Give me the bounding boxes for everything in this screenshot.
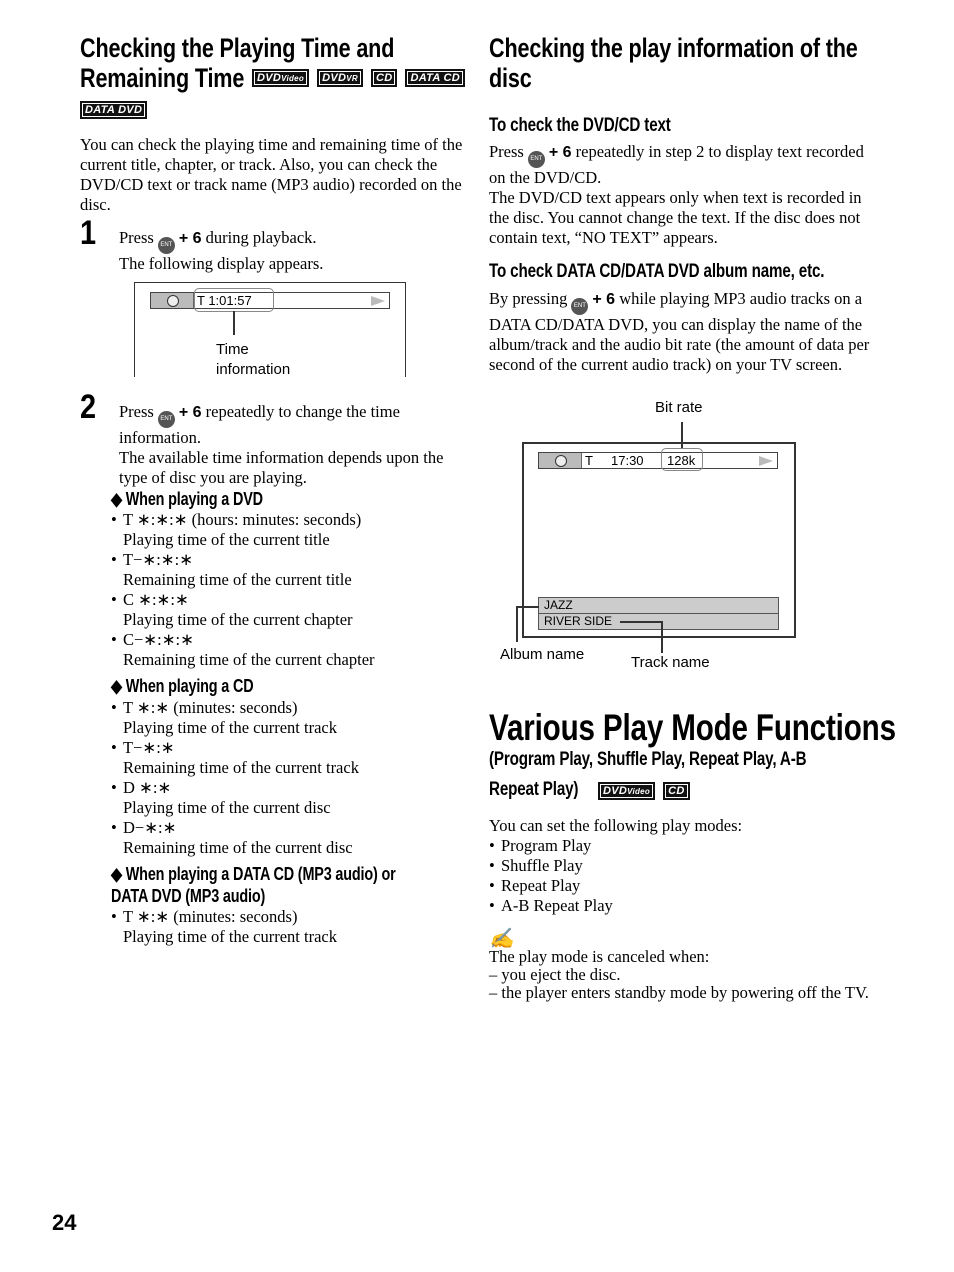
play-icon bbox=[371, 296, 385, 306]
callout-line bbox=[661, 621, 663, 653]
dvd-heading: ◆ When playing a DVD bbox=[111, 489, 263, 509]
cd-badge: CD bbox=[663, 782, 690, 800]
data-dvd-badge: DATA DVD bbox=[80, 101, 147, 119]
various-play-mode-title: Various Play Mode Functions bbox=[489, 707, 896, 748]
list-item: • Program Play bbox=[489, 836, 874, 856]
data-dvd-badge-row bbox=[76, 101, 147, 119]
cd-badge: CD bbox=[371, 69, 398, 87]
callout-line bbox=[620, 621, 662, 623]
step-number: 1 bbox=[80, 214, 97, 252]
item-desc: Playing time of the current chapter bbox=[123, 610, 353, 629]
highlight-callout bbox=[194, 288, 274, 312]
list-item bbox=[111, 630, 461, 670]
list-item: • Shuffle Play bbox=[489, 856, 874, 876]
callout-line bbox=[516, 606, 539, 608]
title-line: Remaining Time bbox=[80, 63, 245, 93]
step-number: 2 bbox=[80, 388, 97, 426]
track-name-label: Track name bbox=[631, 654, 710, 671]
key-combo: + 6 bbox=[548, 144, 572, 161]
time-information-label bbox=[216, 340, 290, 380]
item-code: • T ∗:∗:∗ (hours: minutes: seconds) bbox=[123, 510, 362, 529]
key-combo: + 6 bbox=[178, 404, 202, 421]
list-item bbox=[111, 590, 461, 630]
item-code: • D ∗:∗ bbox=[123, 778, 172, 797]
heading-line: DATA DVD (MP3 audio) bbox=[111, 886, 266, 906]
play-modes-intro: You can set the following play modes: bbox=[489, 816, 743, 835]
callout-line bbox=[233, 311, 235, 335]
list-item bbox=[111, 778, 461, 818]
list-item bbox=[111, 738, 461, 778]
album-name-value: JAZZ bbox=[544, 598, 573, 612]
para-text: while playing MP3 audio tracks on a DATA CD/DATA DVD, you can display the name of the album/track and the audio bit rate (the amount of data per second of the current audio track) on your TV screen. bbox=[489, 289, 870, 374]
item-code: • T ∗:∗ (minutes: seconds) bbox=[123, 907, 298, 926]
album-name-bar bbox=[538, 597, 779, 614]
list-item bbox=[111, 818, 461, 858]
note-text bbox=[489, 948, 869, 1002]
track-time: 17:30 bbox=[611, 453, 644, 468]
label-line: Time bbox=[216, 341, 249, 358]
step2-text bbox=[119, 402, 464, 488]
dvdcd-text-heading: To check the DVD/CD text bbox=[489, 115, 671, 136]
item-code: • T−∗:∗:∗ bbox=[123, 550, 194, 569]
key-combo: + 6 bbox=[592, 291, 616, 308]
play-modes-list bbox=[489, 836, 874, 916]
note-line: – you eject the disc. bbox=[489, 965, 621, 984]
bit-rate-value: 128k bbox=[667, 453, 696, 468]
data-album-heading: To check DATA CD/DATA DVD album name, etc. bbox=[489, 261, 825, 282]
item-code: • D−∗:∗ bbox=[123, 818, 177, 837]
dvd-video-badge: DVDVideo bbox=[598, 782, 655, 800]
item-desc: Playing time of the current disc bbox=[123, 798, 331, 817]
note-icon: ✍ bbox=[489, 928, 514, 950]
cd-time-list bbox=[111, 698, 461, 858]
dvd-video-badge: DVDVideo bbox=[252, 69, 309, 87]
title-line: Checking the Playing Time and bbox=[80, 33, 395, 63]
callout-line bbox=[516, 606, 518, 642]
item-desc: Playing time of the current track bbox=[123, 718, 337, 737]
item-desc: Remaining time of the current title bbox=[123, 570, 352, 589]
list-item: • A-B Repeat Play bbox=[489, 896, 874, 916]
note-line: The play mode is canceled when: bbox=[489, 947, 710, 966]
various-subtitle-line: Repeat Play) bbox=[489, 779, 579, 800]
list-item bbox=[111, 698, 461, 738]
track-indicator: T bbox=[585, 453, 593, 468]
dvd-vr-badge: DVDVR bbox=[317, 69, 363, 87]
step-text: repeatedly to change the time information. bbox=[119, 402, 400, 447]
ent-button-icon: ENT bbox=[158, 411, 175, 428]
item-desc: Remaining time of the current disc bbox=[123, 838, 353, 857]
album-name-label: Album name bbox=[500, 646, 585, 663]
data-cd-badge: DATA CD bbox=[405, 69, 465, 87]
heading-line: ◆ When playing a DATA CD (MP3 audio) or bbox=[111, 864, 396, 884]
step-text: during playback. bbox=[205, 228, 317, 247]
cd-heading: ◆ When playing a CD bbox=[111, 676, 254, 696]
para-text: Press bbox=[489, 142, 524, 161]
item-code: • T−∗:∗ bbox=[123, 738, 175, 757]
disc-badges bbox=[248, 69, 465, 87]
data-cd-time-list bbox=[111, 907, 461, 947]
para-text: repeatedly in step 2 to display text recorded on the DVD/CD. bbox=[489, 142, 864, 187]
data-cd-heading bbox=[111, 863, 396, 907]
various-subtitle-line: (Program Play, Shuffle Play, Repeat Play, A-B bbox=[489, 749, 807, 770]
track-name-value: RIVER SIDE bbox=[544, 614, 613, 628]
list-item bbox=[111, 510, 461, 550]
step-text: The following display appears. bbox=[119, 254, 324, 273]
para-text: By pressing bbox=[489, 289, 568, 308]
item-code: • C ∗:∗:∗ bbox=[123, 590, 189, 609]
dvdcd-text-paragraph bbox=[489, 142, 874, 248]
item-desc: Playing time of the current track bbox=[123, 927, 337, 946]
list-item: • Repeat Play bbox=[489, 876, 874, 896]
item-code: • T ∗:∗ (minutes: seconds) bbox=[123, 698, 298, 717]
highlight-callout bbox=[661, 448, 703, 471]
dvd-time-list bbox=[111, 510, 461, 670]
play-icon bbox=[759, 456, 773, 466]
list-item bbox=[111, 907, 461, 947]
item-desc: Playing time of the current title bbox=[123, 530, 330, 549]
ent-button-icon: ENT bbox=[158, 237, 175, 254]
section-title-playing-time bbox=[80, 33, 394, 63]
step-text: Press bbox=[119, 228, 154, 247]
page-number: 24 bbox=[52, 1210, 77, 1235]
info-display-bar bbox=[538, 452, 778, 469]
ent-button-icon: ENT bbox=[528, 151, 545, 168]
intro-paragraph: You can check the playing time and remaining time of the current title, chapter, or track. Also, you can check the DVD/CD text or track name (MP3 audio) recorded on the disc. bbox=[80, 135, 463, 214]
step-text: The available time information depends upon the type of disc you are playing. bbox=[119, 448, 444, 487]
item-desc: Remaining time of the current chapter bbox=[123, 650, 375, 669]
item-desc: Remaining time of the current track bbox=[123, 758, 359, 777]
ent-button-icon: ENT bbox=[571, 298, 588, 315]
bit-rate-label: Bit rate bbox=[655, 399, 703, 416]
para-text: The DVD/CD text appears only when text is recorded in the disc. You cannot change the text. If the disc does not contain text, “NO TEXT” appears. bbox=[489, 188, 862, 247]
note-line: – the player enters standby mode by powering off the TV. bbox=[489, 983, 869, 1002]
label-line: information bbox=[216, 361, 291, 378]
step-text: Press bbox=[119, 402, 154, 421]
list-item bbox=[111, 550, 461, 590]
disc-icon bbox=[539, 453, 582, 468]
title-line: Checking the play information of the bbox=[489, 33, 858, 63]
disc-badges bbox=[594, 782, 690, 800]
title-line: disc bbox=[489, 63, 532, 93]
data-album-paragraph bbox=[489, 289, 874, 375]
play-modes-section bbox=[489, 816, 874, 916]
key-combo: + 6 bbox=[178, 230, 202, 247]
section-title-play-info bbox=[489, 33, 858, 93]
time-readout: T 1:01:57 bbox=[197, 293, 252, 308]
item-code: • C−∗:∗:∗ bbox=[123, 630, 194, 649]
disc-icon bbox=[151, 293, 194, 308]
step1-text bbox=[119, 228, 464, 274]
